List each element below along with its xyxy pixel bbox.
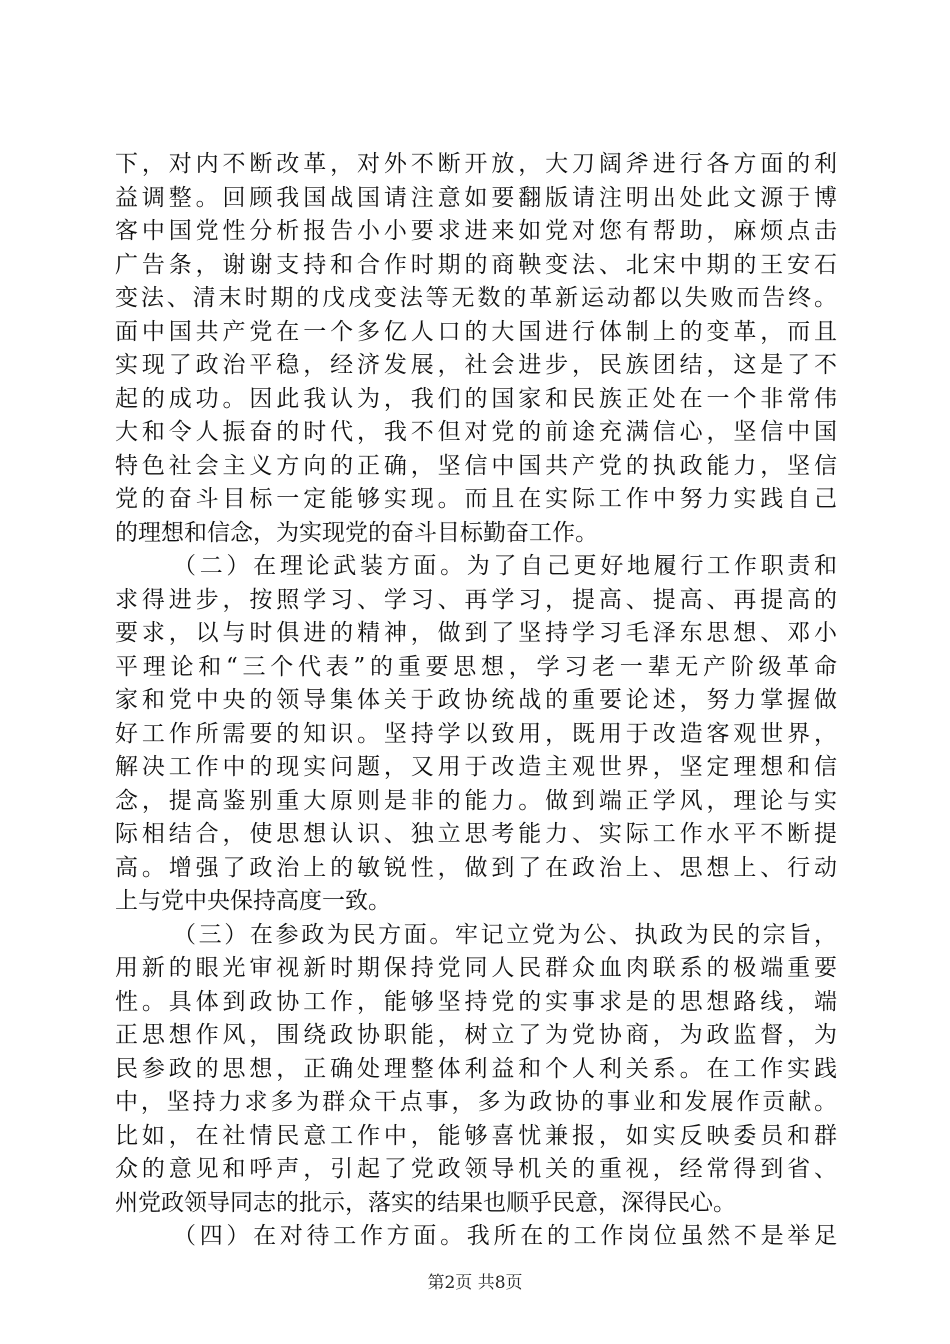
text-line: 的理想和信念，为实现党的奋斗目标勤奋工作。 — [115, 519, 598, 546]
text-line: 众的意见和呼声，引起了党政领导机关的重视，经常得到省、 — [115, 1156, 837, 1182]
text-line: 高。增强了政治上的敏锐性，做到了在政治上、思想上、行动 — [115, 854, 837, 881]
text-line: （四）在对待工作方面。我所在的工作岗位虽然不是举足 — [173, 1223, 837, 1249]
text-line: 好工作所需要的知识。坚持学以致用，既用于改造客观世界， — [115, 720, 837, 747]
text-line: 民参政的思想，正确处理整体利益和个人利关系。在工作实践 — [115, 1055, 837, 1082]
text-line: 客中国党性分析报告小小要求进来如党对您有帮助，麻烦点击 — [115, 218, 837, 244]
text-line: 家和党中央的领导集体关于政协统战的重要论述，努力掌握做 — [115, 687, 837, 713]
text-line: （二）在理论武装方面。为了自己更好地履行工作职责和 — [173, 553, 837, 579]
text-line: 中，坚持力求多为群众干点事，多为政协的事业和发展作贡献。 — [115, 1089, 837, 1115]
text-line: 广告条，谢谢支持和合作时期的商鞅变法、北宋中期的王安石 — [115, 251, 837, 278]
page-footer — [0, 1272, 950, 1294]
text-line: 起的成功。因此我认为，我们的国家和民族正处在一个非常伟 — [115, 385, 837, 412]
text-line: 下，对内不断改革，对外不断开放，大刀阔斧进行各方面的利 — [115, 151, 837, 177]
text-line: 实现了政治平稳，经济发展，社会进步，民族团结，这是了不 — [115, 352, 837, 378]
text-line: 解决工作中的现实问题，又用于改造主观世界，坚定理想和信 — [115, 754, 837, 780]
text-line: 特色社会主义方向的正确，坚信中国共产党的执政能力，坚信 — [115, 452, 837, 479]
document-body — [115, 148, 837, 1254]
page-number: 第2页 共8页 — [427, 1273, 523, 1293]
text-line: 用新的眼光审视新时期保持党同人民群众血肉联系的极端重要 — [115, 955, 837, 981]
text-line: 党的奋斗目标一定能够实现。而且在实际工作中努力实践自己 — [115, 486, 837, 512]
text-line: 上与党中央保持高度一致。 — [115, 888, 391, 914]
text-line: 性。具体到政协工作，能够坚持党的实事求是的思想路线，端 — [115, 988, 837, 1015]
text-line: 比如，在社情民意工作中，能够喜忧兼报，如实反映委员和群 — [115, 1122, 837, 1149]
text-line: 求得进步，按照学习、学习、再学习，提高、提高、再提高的 — [115, 586, 837, 613]
text-line: 际相结合，使思想认识、独立思考能力、实际工作水平不断提 — [115, 821, 837, 847]
text-line: 正思想作风，围绕政协职能，树立了为党协商，为政监督，为 — [115, 1022, 837, 1048]
text-line: 州党政领导同志的批示，落实的结果也顺乎民意，深得民心。 — [115, 1189, 736, 1216]
text-line: 变法、清末时期的戊戌变法等无数的革新运动都以失败而告终。 — [115, 285, 837, 311]
text-line: 大和令人振奋的时代，我不但对党的前途充满信心，坚信中国 — [115, 419, 837, 445]
text-line: 念，提高鉴别重大原则是非的能力。做到端正学风，理论与实 — [115, 787, 837, 814]
text-line: （三）在参政为民方面。牢记立党为公、执政为民的宗旨， — [173, 921, 837, 948]
text-line: 益调整。回顾我国战国请注意如要翻版请注明出处此文源于博 — [115, 184, 837, 211]
text-line: 面中国共产党在一个多亿人口的大国进行体制上的变革，而且 — [115, 318, 837, 345]
text-line: 平理论和“三个代表”的重要思想，学习老一辈无产阶级革命 — [115, 653, 837, 680]
text-line: 要求，以与时俱进的精神，做到了坚持学习毛泽东思想、邓小 — [115, 620, 837, 646]
